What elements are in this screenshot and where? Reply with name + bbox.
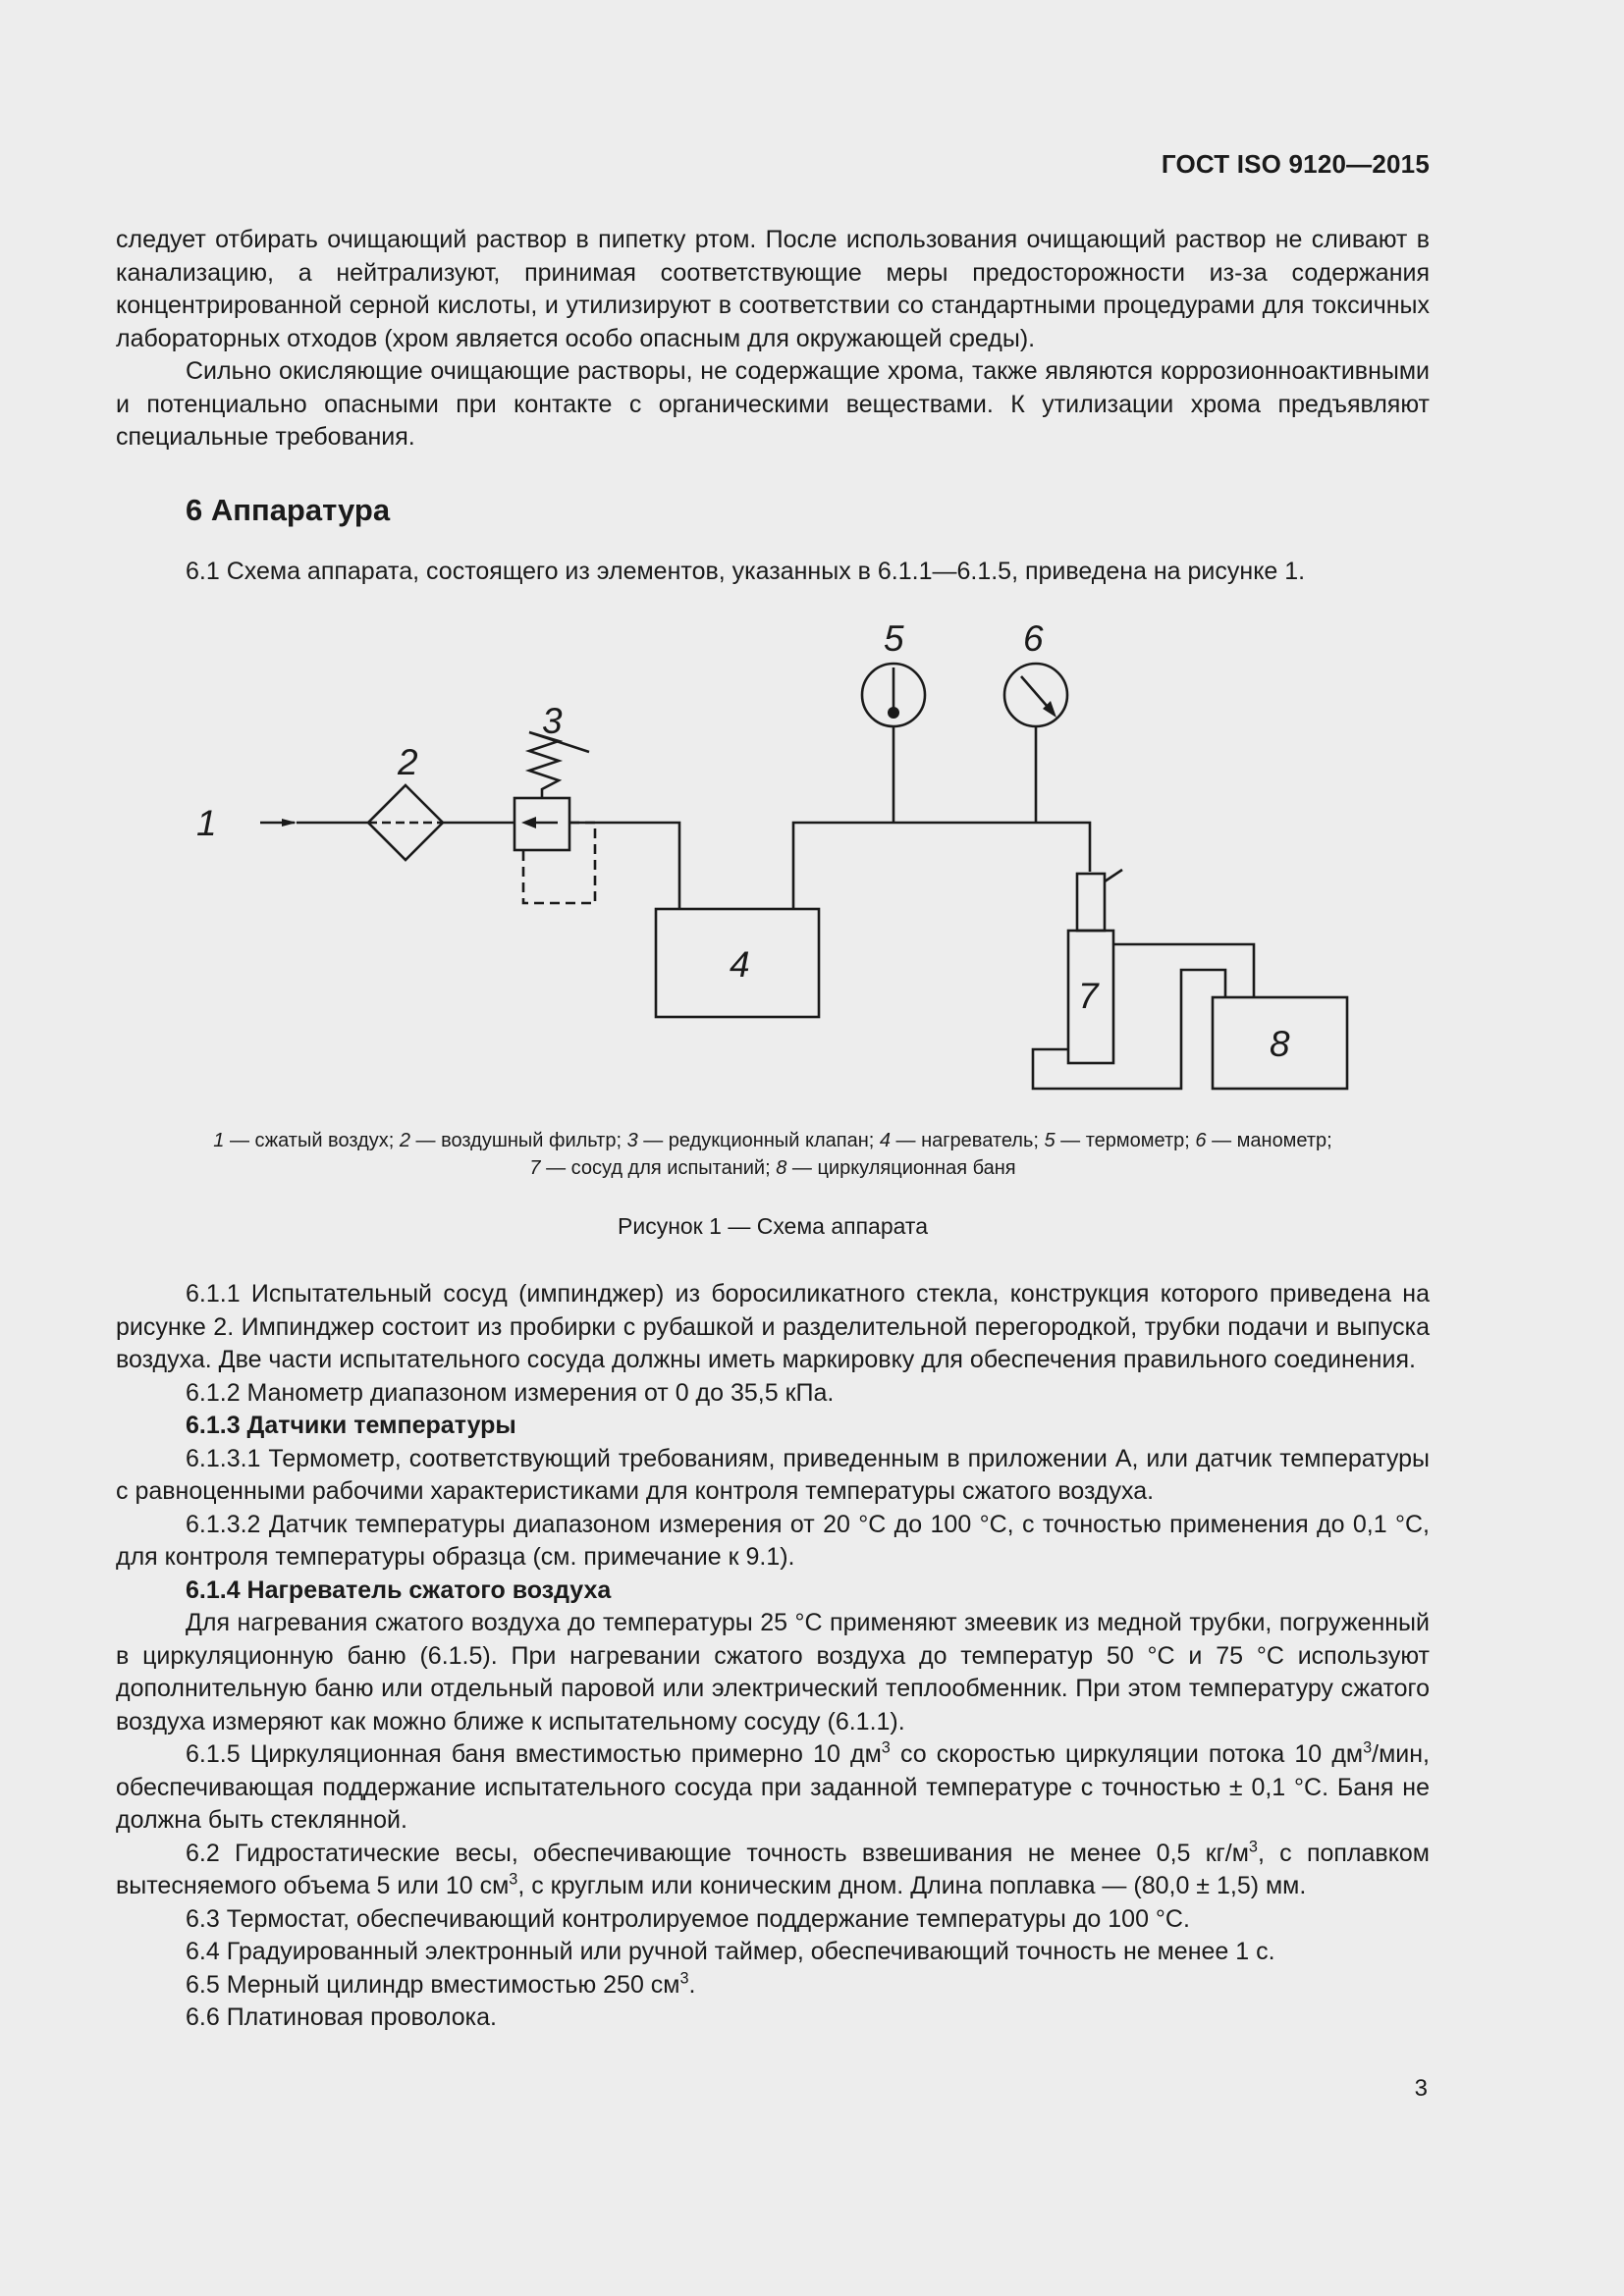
paragraph-6-1-2: 6.1.2 Манометр диапазоном измерения от 0 до 35,5 кПа. [186,1378,835,1407]
legend-line-2 [116,1154,1430,1182]
reducing-valve-arrow-head [521,817,536,828]
paragraph-6-1-1: 6.1.1 Испытательный сосуд (импинджер) из боросиликатного стекла, конструкция которого приведена на рисунке 2. Импинджер состоит из пробирки с рубашкой и разделительной перегородкой, трубки подачи и выпуска воздуха. Две части испытательного сосуда должны иметь маркировку для обеспечения правильного соединения. [116,1280,1430,1373]
reducing-valve-body [514,798,569,850]
legend-item-2: 2 — воздушный фильтр; [399,1130,627,1151]
vessel-probe [1105,870,1122,881]
vessel-top-tube [1077,874,1105,931]
thermometer-bulb [888,707,899,719]
legend-item-6: 6 — манометр; [1195,1130,1332,1151]
heading-6-1-3: 6.1.3 Датчики температуры [186,1412,516,1439]
legend-item-4: 4 — нагреватель; [879,1130,1045,1151]
page-number: 3 [1414,2075,1428,2102]
label-5: 5 [884,618,904,659]
label-7: 7 [1078,976,1099,1016]
legend-item-3: 3 — редукционный клапан; [626,1130,880,1151]
legend-item-7: 7 — сосуд для испытаний; [529,1157,777,1179]
figure-caption: Рисунок 1 — Схема аппарата [618,1213,928,1239]
label-3: 3 [542,701,563,741]
paragraph-6-1-3-1: 6.1.3.1 Термометр, соответствующий требованиям, приведенным в приложении А, или датчик температуры с равноценными рабочими характеристиками для контроля температуры сжатого воздуха. [116,1444,1430,1505]
intro-paragraph-1: следует отбирать очищающий раствор в пипетку ртом. После использования очищающий раствор не сливают в канализацию, а нейтрализуют, принимая соответствующие меры предосторожности из-за содержания концентрированной серной кислоты, и утилизируют в соответствии со стандартными процедурами для токсичных лабораторных отходов (хром является особо опасным для окружающей среды). [116,226,1430,352]
figure-legend [116,1127,1430,1182]
apparatus-diagram [0,0,1624,1119]
legend-line-1 [116,1127,1430,1154]
reducing-valve-spring [529,732,589,798]
pipe-valve-heater [569,823,679,909]
paragraph-6-1: 6.1 Схема аппарата, состоящего из элементов, указанных в 6.1.1—6.1.5, приведена на рисунке 1. [186,558,1306,585]
paragraph-6-5: 6.5 Мерный цилиндр вместимостью 250 $см^3$. [186,1969,696,1999]
paragraph-6-1-3-2: 6.1.3.2 Датчик температуры диапазоном измерения от 20 °С до 100 °С, с точностью применения до 0,1 °С, для контроля температуры образца (см. примечание к 9.1). [116,1510,1430,1571]
paragraph-6-4: 6.4 Градуированный электронный или ручной таймер, обеспечивающий точность не менее 1 с. [186,1938,1275,1965]
inlet-arrow-head [282,819,297,827]
section-title: 6 Аппаратура [186,493,391,527]
paragraphs-6-1-x [116,1278,1430,2035]
pipe-heater-vessel [793,823,1090,909]
legend-item-8: 8 — циркуляционная баня [776,1157,1016,1179]
pipe-jacket-bath-lower [1033,970,1225,1089]
paragraph-6-3: 6.3 Термостат, обеспечивающий контролируемое поддержание температуры до 100 °С. [186,1904,1190,1933]
intro-paragraph-2: Сильно окисляющие очищающие растворы, не содержащие хрома, также являются коррозионноактивными и потенциально опасными при контакте с органическими веществами. К утилизации хрома предъявляют специальные требования. [116,357,1430,451]
paragraph-6-6: 6.6 Платиновая проволока. [186,2003,497,2031]
label-4: 4 [730,944,750,985]
document-header: ГОСТ ISO 9120—2015 [1161,149,1430,179]
reducing-valve-pilot-line [523,823,595,903]
label-8: 8 [1270,1024,1290,1064]
label-2: 2 [398,742,418,782]
paragraph-6-1-4: Для нагревания сжатого воздуха до температуры 25 °С применяют змеевик из медной трубки, погруженный в циркуляционную баню (6.1.5). При нагревании сжатого воздуха до температур 50 °С и 75 °С используют дополнительную баню или отдельный паровой или электрический теплообменник. При этом температуру сжатого воздуха измеряют как можно ближе к испытательному сосуду (6.1.1). [116,1609,1430,1735]
paragraph-6-1-5: 6.1.5 Циркуляционная баня вместимостью примерно 10 $дм^3$ со скоростью циркуляции потока 10 $дм^3$/мин, обеспечивающая поддержание испытательного сосуда при заданной температуре с точностью ± 0,1 °С. Баня не должна быть стеклянной. [116,1738,1431,1834]
heading-6-1-4: 6.1.4 Нагреватель сжатого воздуха [186,1575,612,1604]
paragraph-6-2: 6.2 Гидростатические весы, обеспечивающие точность взвешивания не менее 0,5 $кг/м^3$, с поплавком вытесняемого объема 5 или 10 $см^3$, с круглым или коническим дном. Длина поплавка — (80,0 ± 1,5) мм. [116,1838,1430,1899]
label-6: 6 [1023,618,1044,659]
label-1: 1 [196,803,217,843]
legend-item-1: 1 — сжатый воздух; [213,1130,400,1151]
legend-item-5: 5 — термометр; [1044,1130,1196,1151]
